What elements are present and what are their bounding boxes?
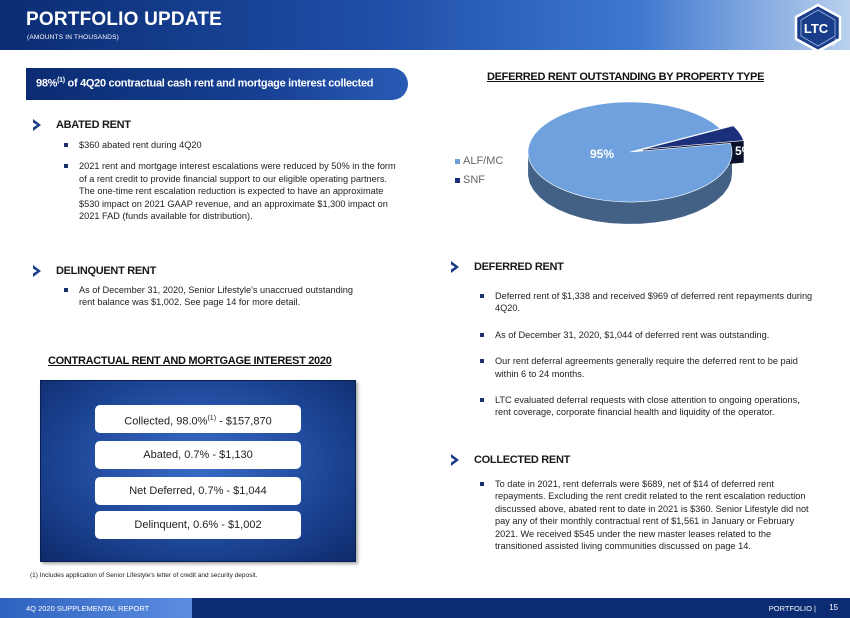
deferred-rent-pie-chart	[440, 90, 840, 250]
legend-swatch	[455, 178, 460, 183]
chevron-right-icon	[448, 260, 462, 274]
pie-data-label: 5%	[735, 143, 753, 158]
delinquent-rent-heading	[30, 264, 156, 278]
collected-rent-list	[478, 478, 813, 561]
list-item: Deferred rent of $1,338 and received $969 of deferred rent repayments during 4Q20.	[478, 290, 818, 315]
list-item: LTC evaluated deferral requests with close attention to ongoing operations, rent coverage, corporate financial health and liquidity of the operator.	[478, 394, 818, 419]
delinquent-rent-label: DELINQUENT RENT	[56, 265, 157, 277]
page-title: PORTFOLIO UPDATE	[26, 9, 223, 30]
legend-item-snf	[455, 174, 485, 186]
footer-report-name: 4Q 2020 SUPPLEMENTAL REPORT	[0, 598, 192, 618]
abated-pill: Abated, 0.7% - $1,130	[95, 441, 301, 469]
collected-rent-label: COLLECTED RENT	[474, 454, 571, 466]
list-item: Our rent deferral agreements generally require the deferred rent to be paid within 6 to 24 months.	[478, 355, 818, 380]
logo-small-text: REIT	[830, 37, 840, 48]
footer-section: PORTFOLIO |	[768, 604, 816, 613]
chevron-right-icon	[30, 118, 44, 132]
contractual-rent-box	[40, 380, 356, 562]
collected-pill	[95, 405, 301, 433]
list-item: 2021 rent and mortgage interest escalations were reduced by 50% in the form of a rent credit to provide financial support to our eligible operating partners. The one-time rent escalation reduction is expected to have an approximate $530 impact on 2021 GAAP revenue, and an approximate $1,300 impact on 2021 FAD (funds available for distribution).	[62, 160, 402, 222]
collected-amount: - $157,870	[216, 415, 272, 428]
deferred-rent-label: DEFERRED RENT	[474, 261, 564, 273]
chevron-right-icon	[30, 264, 44, 278]
chart-title: DEFERRED RENT OUTSTANDING BY PROPERTY TYPE	[487, 71, 765, 83]
net-deferred-pill: Net Deferred, 0.7% - $1,044	[95, 477, 301, 505]
delinquent-pill: Delinquent, 0.6% - $1,002	[95, 511, 301, 539]
page-number: 15	[829, 603, 838, 612]
pie-data-label: 95%	[589, 147, 615, 161]
chevron-right-icon	[448, 453, 462, 467]
list-item: $360 abated rent during 4Q20	[62, 139, 402, 151]
collected-sup: (1)	[207, 415, 217, 422]
footnote: (1) Includes application of Senior Lifestyle's letter of credit and security deposit.	[30, 572, 258, 579]
page-subtitle: (AMOUNTS IN THOUSANDS)	[27, 34, 120, 41]
legend-swatch	[455, 159, 460, 164]
ltc-logo-icon	[792, 2, 844, 52]
abated-rent-heading	[30, 118, 131, 132]
collection-banner	[26, 68, 408, 100]
contractual-rent-heading: CONTRACTUAL RENT AND MORTGAGE INTEREST 2020	[48, 355, 332, 367]
legend-label: ALF/MC	[463, 155, 504, 167]
collected-text: Collected, 98.0%	[124, 415, 208, 428]
deferred-rent-heading	[448, 260, 564, 274]
list-item: As of December 31, 2020, Senior Lifestyle's unaccrued outstanding rent balance was $1,002. See page 14 for more detail.	[62, 284, 362, 309]
banner-text: of 4Q20 contractual cash rent and mortgage interest collected	[64, 77, 374, 90]
banner-sup: (1)	[57, 77, 65, 84]
logo-text: LTC	[803, 21, 829, 36]
banner-pct: 98%	[36, 77, 58, 90]
list-item: To date in 2021, rent deferrals were $689, net of $14 of deferred rent repayments. Excluding the rent credit related to the rent escalation reduction discussed above, abated rent to date in 2021 is $360. Senior Lifestyle did not pay any of their monthly contractual rent of $1,561 in January or February 2021. We received $545 under the new master leases related to the transitioned assisted living communities discussed on page 14.	[478, 478, 813, 552]
abated-rent-list	[62, 139, 402, 231]
deferred-rent-list	[478, 290, 818, 428]
pie-slice-alf-mc	[528, 102, 732, 202]
collected-rent-heading	[448, 453, 570, 467]
page-footer	[0, 598, 850, 618]
legend-label: SNF	[463, 174, 485, 186]
list-item: As of December 31, 2020, $1,044 of deferred rent was outstanding.	[478, 329, 818, 341]
legend-item-alf-mc	[455, 155, 503, 167]
abated-rent-label: ABATED RENT	[56, 119, 131, 131]
page-header	[0, 0, 850, 50]
delinquent-rent-list	[62, 284, 362, 318]
